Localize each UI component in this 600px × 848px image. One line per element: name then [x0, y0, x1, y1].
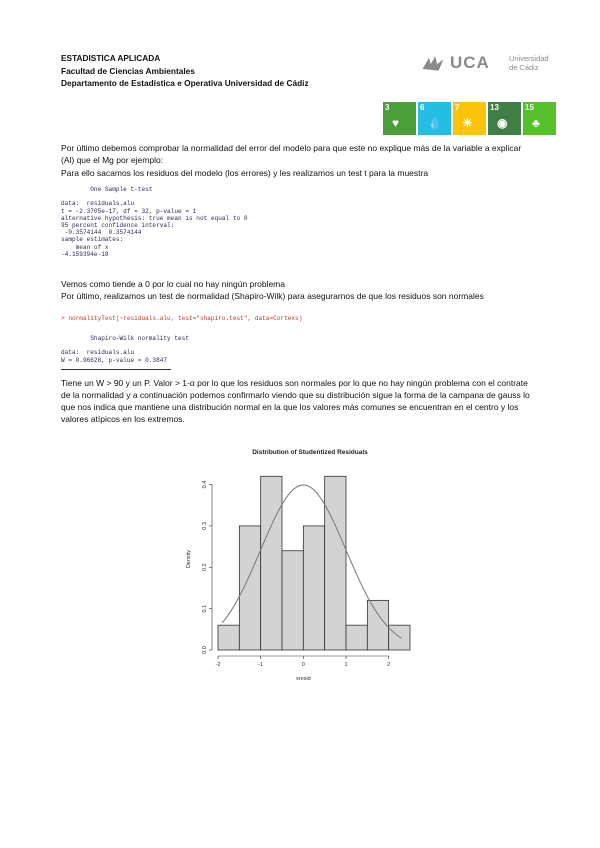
- x-tick-label: 0: [301, 662, 305, 668]
- histogram-bar: [282, 551, 303, 650]
- histogram-bar: [346, 625, 367, 650]
- histogram-bar: [303, 526, 324, 650]
- header-line-1: ESTADISTICA APLICADA: [61, 53, 161, 63]
- uca-university-line-1: Universidad: [509, 54, 549, 63]
- histogram-bar: [367, 600, 388, 650]
- shapiro-underline: [61, 369, 171, 370]
- document-header: [61, 52, 309, 90]
- sdg-tile-13: [488, 102, 521, 135]
- y-tick-label: 0.0: [202, 646, 208, 654]
- y-tick-label: 0.4: [202, 480, 208, 489]
- x-tick-label: -2: [215, 662, 221, 668]
- water-drop-icon: 💧: [427, 116, 442, 130]
- sdg-number: 7: [455, 103, 460, 112]
- tree-icon: ♣: [532, 116, 540, 130]
- sdg-tile-15: [523, 102, 556, 135]
- sdg-tile-6: [418, 102, 451, 135]
- uca-wings-icon: [418, 53, 448, 77]
- header-line-3: Departamento de Estadística e Operativa Universidad de Cádiz: [61, 78, 309, 88]
- sdg-tile-7: [453, 102, 486, 135]
- y-tick-label: 0.1: [202, 604, 208, 613]
- paragraph-result: Vemos como tiende a 0 por lo cual no hay ningún problema: [61, 279, 285, 289]
- uca-university-name: [509, 55, 549, 72]
- sdg-number: 15: [525, 103, 534, 112]
- histogram-bar: [261, 476, 282, 650]
- globe-eye-icon: ◉: [497, 116, 508, 130]
- paragraph-method: Para ello sacamos los residuos del modelo (los errores) y les realizamos un test t para la muestra: [61, 168, 429, 178]
- y-tick-label: 0.3: [202, 522, 208, 530]
- ttest-output: One Sample t-test data: residuals.alu t = -2.3705e-17, df = 32, p-value = 1 alternative hypothesis: true mean is not equal to 0 95 percent confidence interval: -0.3574144 0.3574144 sample estimates: mean of x -4.159394e-18: [61, 186, 248, 258]
- x-tick-label: 1: [344, 662, 348, 668]
- shapiro-output: Shapiro-Wilk normality test data: residuals.alu W = 0.96628, p-value = 0.3847: [61, 335, 189, 364]
- sdg-number: 13: [490, 103, 499, 112]
- sdg-tile-3: [383, 102, 416, 135]
- uca-brand: UCA: [450, 53, 490, 72]
- x-axis-label: sresid: [295, 676, 311, 682]
- histogram-svg: [180, 440, 420, 690]
- shapiro-command: > normalityTest(~residuals.alu, test="shapiro.test", data=Cortexs): [61, 315, 303, 322]
- chart-title: Distribution of Studentized Residuals: [252, 449, 368, 456]
- paragraph-intro: Por último debemos comprobar la normalidad del error del modelo para que este no explique más de la variable a explicar (Al) que el Mg por ejemplo:: [61, 143, 522, 165]
- uca-university-line-2: de Cádiz: [509, 62, 539, 72]
- residuals-histogram: [180, 440, 420, 690]
- heartbeat-icon: ♥: [392, 116, 400, 130]
- paragraph-conclusion: Tiene un W > 90 y un P. Valor > 1-α por lo que los residuos son normales por lo que no hay ningún problema con el contrate de la normalidad y a continuación podemos confirmarlo viendo que su distribución sigue la forma de la campana de gauss lo que nos indica que mantiene una distribución normal en la que los valores más comunes se encuentran en el centro y los valores atípicos en los extremos.: [61, 378, 530, 424]
- histogram-bar: [218, 625, 239, 650]
- histogram-bar: [239, 526, 260, 650]
- y-tick-label: 0.2: [202, 563, 208, 572]
- sdg-badges: [383, 102, 556, 135]
- header-line-2: Facultad de Ciencias Ambientales: [61, 65, 195, 76]
- x-tick-label: -1: [258, 662, 264, 668]
- x-tick-label: 2: [387, 662, 391, 668]
- sun-icon: ☀: [462, 116, 473, 130]
- histogram-bar: [325, 476, 346, 650]
- histogram-bar: [389, 625, 410, 650]
- sdg-number: 3: [385, 103, 390, 112]
- paragraph-shapiro-intro: Por último, realizamos un test de normalidad (Shapiro-Wilk) para asegurarnos de que los residuos son normales: [61, 291, 484, 301]
- sdg-number: 6: [420, 103, 425, 112]
- y-axis-label: Density: [186, 549, 192, 569]
